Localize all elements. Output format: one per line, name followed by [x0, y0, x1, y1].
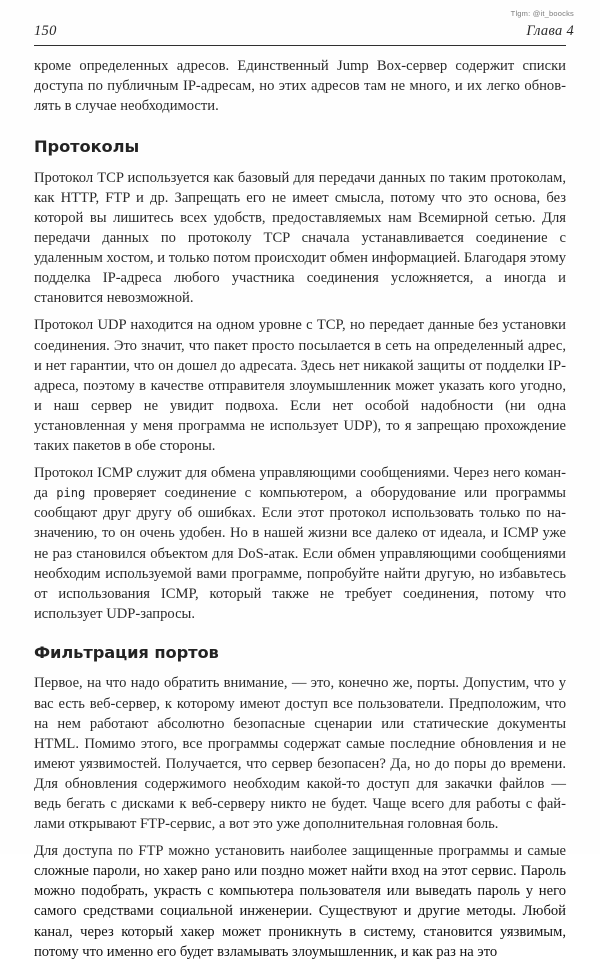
page-number: 150 [34, 23, 57, 39]
paragraph-intro: кроме определенных адресов. Единственный Jump Box-сервер содержит списки доступа по публичным IP-адресам, но этих адресов там не много, и их легко обновлять в случае необходимости. [34, 58, 566, 115]
paragraph-icmp [34, 463, 566, 624]
running-head [34, 24, 574, 39]
paragraph-ports-1: Первое, на что надо обратить внимание, — это, конечно же, порты. Допустим, что у вас есть веб-сервер, к которому имеют доступ все пользователи. Предположим, что на нем работают абсолютно безопасные сценарии или статические документы HTML. Помимо этого, все программы содержат самые последние обновления и не имеют уязвимостей. Получается, что сервер безопасен? Да, но до поры до времени. Для обновления содержимого необходим какой-то доступ для закачки файлов — ведь бегать с дисками к веб-серверу никто не будет. Чаще всего для работы с файлами открывают FTP-сервис, а вот это уже дополнительная головная боль. [34, 675, 566, 833]
paragraph-icmp-text-before: Протокол ICMP служит для обмена управляющими сообщениями. Через него команда [34, 465, 566, 502]
paragraph-ports-2: Для доступа по FTP можно установить наиболее защищенные программы и самые сложные пароли, но хакер рано или поздно может найти вход на этот сервис. Пароль можно подобрать, украсть с компьютера пользователя или выведать пароль у него самого средствами социальной инженерии. Существуют и другие методы. Любой канал, через который хакер может проникнуть в систему, становится уязвимым, потому что именно его будет взламывать злоумышленник, и как раз на это [34, 843, 566, 960]
paragraph-tcp: Протокол TCP используется как базовый для передачи данных по таким протоколам, как HTTP, FTP и др. Запрещать его не имеет смысла, потому что это основа, без которой вы лишитесь всех удобств, предоставляемых нам Всемирной сетью. Для передачи данных по протоколу TCP сначала устанавливается соединение с удаленным хостом, и только потом происходит обмен информацией. Благодаря этому подделка IP-адреса любого участника соединения усложняется, а иногда и становится невозможной. [34, 169, 566, 307]
header-divider [34, 45, 566, 46]
text-column [34, 56, 566, 962]
paragraph-icmp-text-after: проверяет соединение с компьютером, а оборудование или программы сообщают друг другу об ошибках. Если этот протокол использовать только по назначению, то он очень удобен. Но в нашей жизни все далеко от идеала, и ICMP уже не раз становился объектом для DoS-атак. Если обмен управляющими сообщениями необходим используемой вами программе, попробуйте найти другую, но избавьтесь от использования ICMP, который также не требует соединения, потому что использует UDP-запросы. [34, 485, 566, 622]
paragraph-udp: Протокол UDP находится на одном уровне с TCP, но передает данные без установки соединения. Это значит, что пакет просто посылается в сеть на определенный адрес, и нет гарантии, что он дошел до адресата. Здесь нет никакой защиты от подделки IP-адреса, поэтому в качестве отправителя злоумышленник может указать кого угодно, и наш сервер не увидит подвоха. Если нет особой надобности (ни одна установленная у меня программа не использует UDP), то я запрещаю прохождение таких пакетов в обе стороны. [34, 317, 566, 455]
heading-port-filtering: Фильтрация портов [34, 642, 219, 662]
heading-protocols: Протоколы [34, 137, 140, 157]
telegram-watermark: Tlgm: @it_boocks [510, 9, 574, 18]
chapter-title: Глава 4 [526, 23, 574, 39]
inline-code-ping: ping [56, 486, 86, 501]
